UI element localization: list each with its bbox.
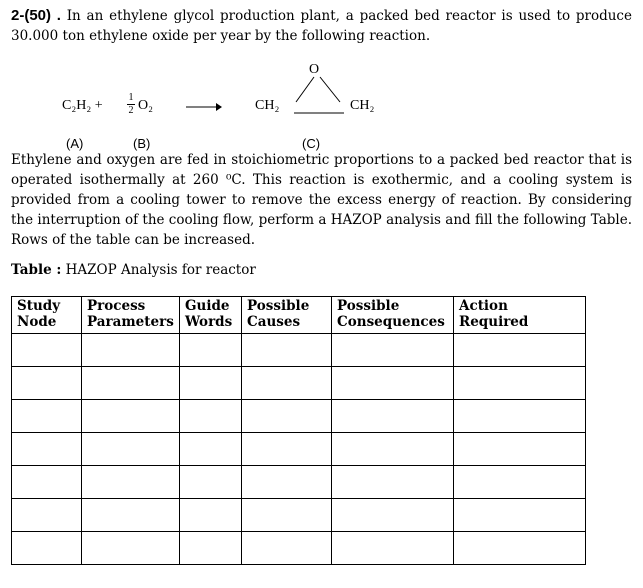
cell-guide-words[interactable] [180, 499, 242, 532]
cell-guide-words[interactable] [180, 367, 242, 400]
cell-process-parameters[interactable] [82, 400, 180, 433]
cell-guide-words[interactable] [180, 334, 242, 367]
cell-process-parameters[interactable] [82, 499, 180, 532]
cell-possible-consequences[interactable] [332, 466, 454, 499]
cell-possible-causes[interactable] [242, 466, 332, 499]
cell-study-node[interactable] [12, 400, 82, 433]
cell-process-parameters[interactable] [82, 334, 180, 367]
product-ch2-left: CH₂ [255, 98, 280, 113]
cell-possible-consequences[interactable] [332, 334, 454, 367]
cell-possible-consequences[interactable] [332, 367, 454, 400]
table-row [12, 433, 586, 466]
cell-process-parameters[interactable] [82, 367, 180, 400]
body-paragraph: Ethylene and oxygen are fed in stoichiometric proportions to a packed bed reactor that is operated isothermally at 260 ⁰C. This reaction is exothermic, and a cooling system is provided from a cooling tower to remove the excess energy of reaction. By considering the interruption of the cooling flow, perform a HAZOP analysis and fill the following Table. Rows of the table can be increased. [11, 152, 632, 248]
reactant-ethylene: C₂H₂ + [62, 98, 103, 113]
cell-action-required[interactable] [454, 532, 586, 565]
table-caption-text: HAZOP Analysis for reactor [61, 262, 256, 278]
question-intro: In an ethylene glycol production plant, a packed bed reactor is used to produce 30.000 ton ethylene oxide per year by the following reaction. [11, 8, 632, 44]
header-study-node: Study Node [12, 297, 82, 334]
table-caption [11, 262, 256, 278]
cell-guide-words[interactable] [180, 433, 242, 466]
cell-guide-words[interactable] [180, 466, 242, 499]
header-action-required: Action Required [454, 297, 586, 334]
question-number: 2-(50) . [11, 7, 61, 24]
cell-possible-consequences[interactable] [332, 433, 454, 466]
cell-action-required[interactable] [454, 400, 586, 433]
cell-possible-causes[interactable] [242, 532, 332, 565]
cell-possible-consequences[interactable] [332, 532, 454, 565]
epoxide-oxygen: O [309, 62, 320, 77]
cell-process-parameters[interactable] [82, 532, 180, 565]
cell-study-node[interactable] [12, 466, 82, 499]
table-row [12, 532, 586, 565]
label-b: (B) [133, 136, 151, 151]
header-guide-words: Guide Words [180, 297, 242, 334]
cell-possible-causes[interactable] [242, 334, 332, 367]
table-row [12, 499, 586, 532]
label-c: (C) [302, 136, 321, 151]
cell-action-required[interactable] [454, 433, 586, 466]
hazop-table [11, 296, 586, 565]
fraction-denominator: 2 [128, 105, 134, 116]
cell-study-node[interactable] [12, 532, 82, 565]
cell-action-required[interactable] [454, 334, 586, 367]
cell-guide-words[interactable] [180, 400, 242, 433]
table-row [12, 334, 586, 367]
reactant-oxygen: O₂ [138, 98, 153, 113]
cell-action-required[interactable] [454, 367, 586, 400]
cell-process-parameters[interactable] [82, 466, 180, 499]
table-body [12, 334, 586, 565]
table-row [12, 367, 586, 400]
cell-possible-causes[interactable] [242, 367, 332, 400]
cell-study-node[interactable] [12, 433, 82, 466]
table-caption-label: Table : [11, 262, 62, 278]
header-process-parameters: Process Parameters [82, 297, 180, 334]
header-possible-causes: Possible Causes [242, 297, 332, 334]
product-ch2-right: CH₂ [350, 98, 375, 113]
table-header-row [12, 297, 586, 334]
header-possible-consequences: Possible Consequences [332, 297, 454, 334]
cell-study-node[interactable] [12, 499, 82, 532]
cell-possible-causes[interactable] [242, 400, 332, 433]
question-paragraph [11, 6, 632, 46]
table-row [12, 400, 586, 433]
cell-guide-words[interactable] [180, 532, 242, 565]
epoxide-ring-icon [290, 76, 348, 116]
fraction-numerator: 1 [128, 92, 134, 103]
cell-possible-consequences[interactable] [332, 400, 454, 433]
cell-process-parameters[interactable] [82, 433, 180, 466]
cell-study-node[interactable] [12, 367, 82, 400]
cell-possible-causes[interactable] [242, 433, 332, 466]
cell-possible-causes[interactable] [242, 499, 332, 532]
cell-action-required[interactable] [454, 466, 586, 499]
cell-action-required[interactable] [454, 499, 586, 532]
cell-study-node[interactable] [12, 334, 82, 367]
table-row [12, 466, 586, 499]
label-a: (A) [66, 136, 84, 151]
cell-possible-consequences[interactable] [332, 499, 454, 532]
reaction-arrow-icon [186, 100, 222, 114]
